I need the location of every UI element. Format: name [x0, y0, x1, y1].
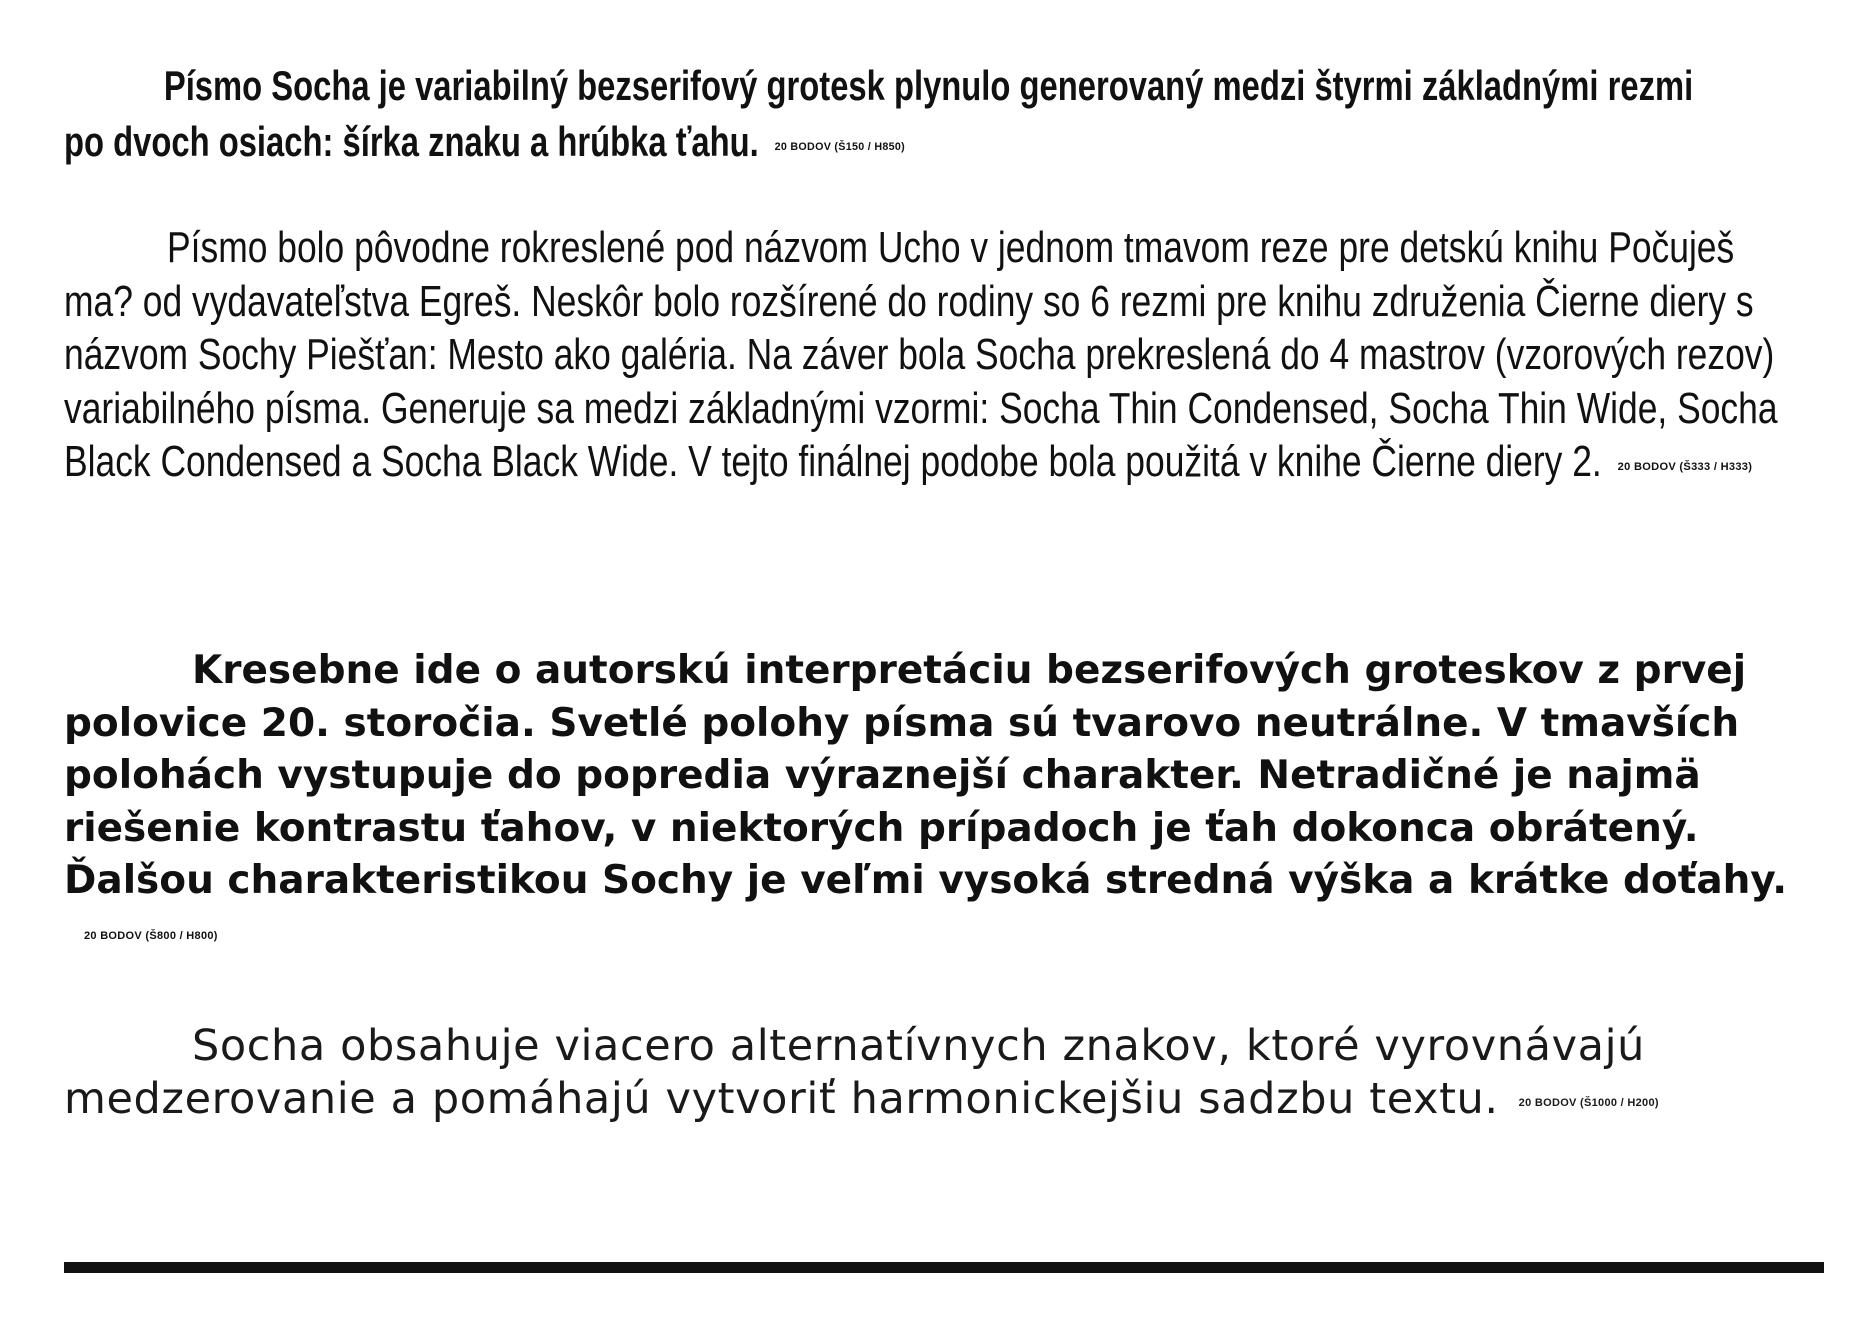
paragraph-text: Kresebne ide o autorskú interpretáciu bezserifových groteskov z prvej polovice 20. storočia. Svetlé polohy písma sú tvarovo neutrálne. V tmavších polohách vystupuje do popredia výraznejší charakter. Netradičné je najmä riešenie kontrastu ťahov, v niektorých prípadoch je ťah dokonca obrátený. Ďalšou charakteristikou Sochy je veľmi vysoká stredná výška a krátke doťahy.	[64, 648, 1788, 903]
paragraph-text: Písmo Socha je variabilný bezserifový grotesk plynulo generovaný medzi štyrmi základnými rezmi po dvoch osiach: šírka znaku a hrúbka ťahu.	[64, 62, 1694, 165]
style-caption: 20 BODOV (Š1000 / H200)	[1518, 1097, 1659, 1110]
paragraph-weight-200-width-1000	[64, 1020, 1824, 1130]
style-caption: 20 BODOV (Š150 / H850)	[774, 140, 905, 153]
bottom-rule-divider	[64, 1262, 1824, 1273]
specimen-page	[64, 0, 1824, 1324]
paragraph-weight-800-width-800	[64, 645, 1824, 963]
style-caption: 20 BODOV (Š333 / H333)	[1617, 460, 1753, 473]
paragraph-weight-850-width-150	[64, 58, 1733, 175]
paragraph-text: Socha obsahuje viacero alternatívnych znakov, ktoré vyrovnávajú medzerovanie a pomáhajú vytvoriť harmonickejšiu sadzbu textu.	[64, 1021, 1645, 1124]
paragraph-text: Písmo bolo pôvodne rokreslené pod názvom Ucho v jednom tmavom reze pre detskú knihu Počuješ ma? od vydavateľstva Egreš. Neskôr bolo rozšírené do rodiny so 6 rezmi pre knihu združenia Čierne diery s názvom Sochy Piešťan: Mesto ako galéria. Na záver bola Socha prekreslená do 4 mastrov (vzorových rezov) variabilného písma. Generuje sa medzi základnými vzormi: Socha Thin Condensed, Socha Thin Wide, Socha Black Condensed a Socha Black Wide. V tejto finálnej podobe bola použitá v knihe Čierne diery 2.	[64, 223, 1778, 486]
style-caption: 20 BODOV (Š800 / H800)	[84, 930, 218, 943]
paragraph-weight-333-width-333	[64, 221, 1787, 494]
